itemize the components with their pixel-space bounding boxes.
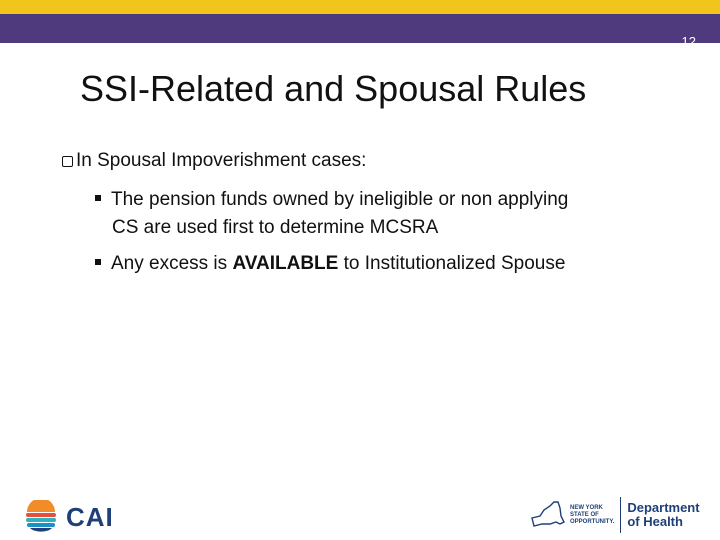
cai-logo-text: CAI bbox=[66, 501, 114, 532]
sub-bullet-1-line1: The pension funds owned by ineligible or non applying bbox=[111, 189, 569, 210]
nys-line-2: STATE OF bbox=[570, 511, 599, 518]
header-gold-bar bbox=[0, 0, 720, 14]
square-bullet-icon bbox=[95, 259, 101, 265]
ny-state-map-icon bbox=[530, 500, 568, 530]
square-bullet-icon bbox=[95, 195, 101, 201]
sub-bullet-1 bbox=[95, 186, 655, 242]
bullet-text: In Spousal Impoverishment cases: bbox=[76, 150, 367, 171]
bullet-level-1 bbox=[62, 150, 366, 172]
checkbox-bullet-icon bbox=[62, 156, 73, 167]
sub-bullet-2 bbox=[95, 250, 675, 278]
sub-bullet-1-line2: CS are used first to determine MCSRA bbox=[112, 217, 439, 238]
nys-line-1: NEW YORK bbox=[570, 504, 603, 511]
header-purple-bar bbox=[0, 14, 720, 49]
sub-bullet-2-bold: AVAILABLE bbox=[232, 253, 339, 274]
logo-divider bbox=[620, 497, 621, 533]
slide-title: SSI-Related and Spousal Rules bbox=[80, 68, 587, 109]
cai-logo bbox=[24, 500, 114, 534]
cai-logo-icon bbox=[24, 500, 58, 534]
doh-line-1: Department bbox=[627, 500, 700, 515]
slide-number: 12 bbox=[681, 34, 696, 49]
nys-line-3: OPPORTUNITY. bbox=[570, 518, 615, 525]
sub-bullet-2-after: to Institutionalized Spouse bbox=[338, 253, 566, 274]
doh-wordmark bbox=[627, 501, 699, 529]
doh-line-2: of Health bbox=[627, 514, 683, 529]
sub-bullet-2-before: Any excess is bbox=[111, 253, 233, 274]
nys-doh-logo bbox=[530, 497, 700, 533]
nys-wordmark bbox=[568, 505, 614, 526]
